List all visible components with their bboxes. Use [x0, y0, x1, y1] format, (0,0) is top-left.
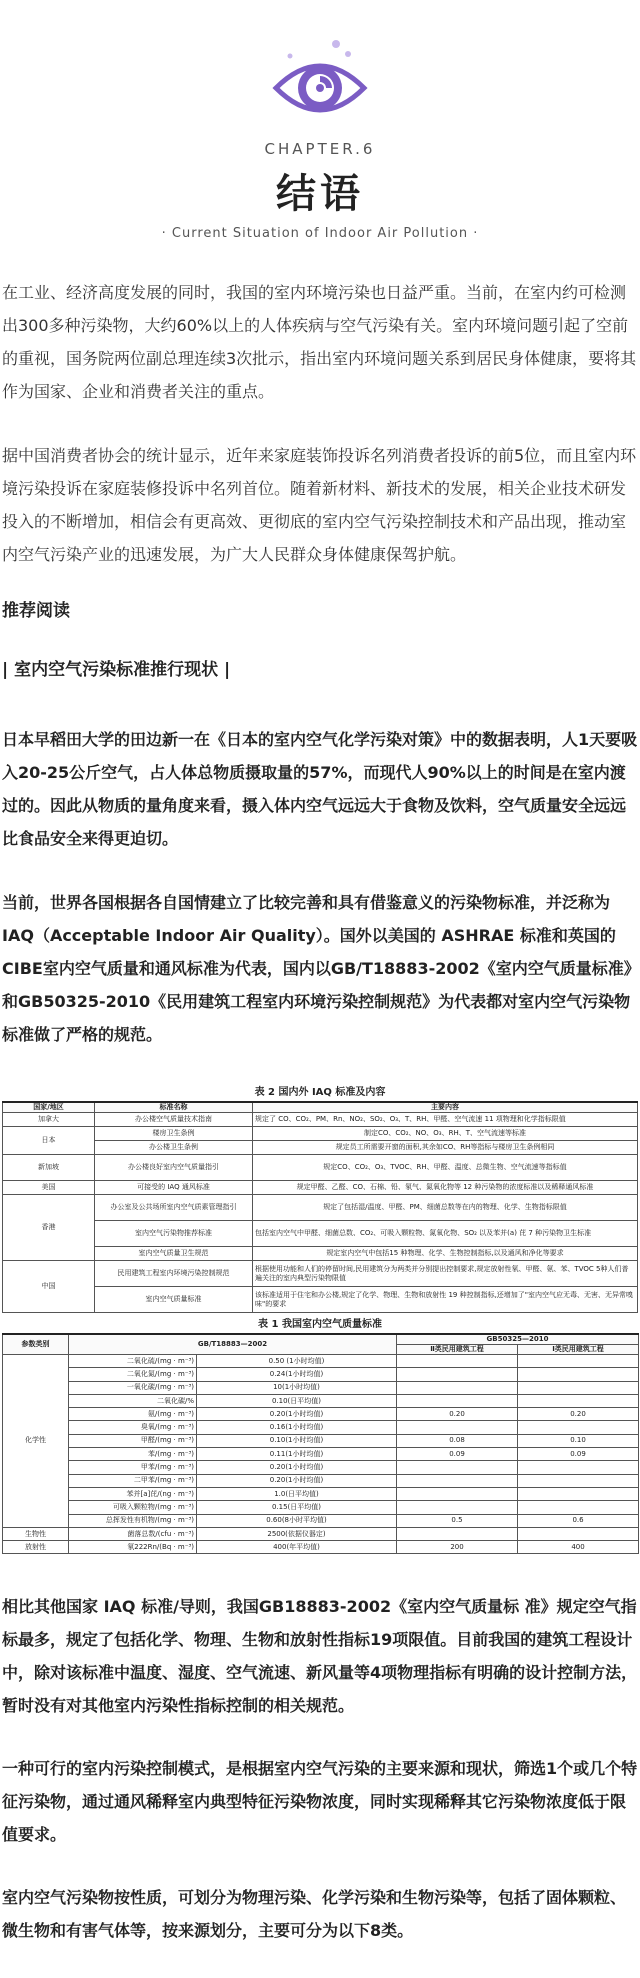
paragraph-1: 在工业、经济高度发展的同时，我国的室内环境污染也日益严重。当前，在室内约可检测出300多种污染物，大约60%以上的人体疾病与空气污染有关。室内环境问题引起了空前的重视，国务院两位副总理连续3次批示，指出室内环境问题关系到居民身体健康，要将其作为国家、企业和消费者关注的重点。	[2, 283, 637, 401]
table-cell	[397, 1461, 518, 1474]
table-cell	[397, 1368, 518, 1381]
standards-tables	[0, 1083, 640, 1554]
table-cell: 0.10	[518, 1434, 639, 1447]
table-row	[3, 1408, 639, 1421]
table-cell	[518, 1368, 639, 1381]
article-paragraph-4: 一种可行的室内污染控制模式，是根据室内空气污染的主要来源和现状，筛选1个或几个特征污染物，通过通风稀释室内典型特征污染物浓度，同时实现稀释其它污染物浓度低于限值要求。	[2, 1759, 638, 1845]
china-iaq-table	[2, 1333, 639, 1554]
table-row	[3, 1195, 638, 1221]
table-header-row	[3, 1334, 639, 1345]
table-cell: 规定了 CO、CO₂、PM、Rn、NO₂、SO₂、O₃、T、RH、甲醛、空气流速 11 项物理和化学指标限值	[253, 1113, 638, 1127]
table-cell: 办公楼卫生条例	[95, 1141, 253, 1155]
table-cell	[518, 1381, 639, 1394]
table2-caption: 表 2 国内外 IAQ 标准及内容	[254, 1087, 386, 1098]
table-cell: 苯/(mg · m⁻³)	[69, 1448, 197, 1461]
table-cell: 0.50 (1小时均值)	[197, 1355, 397, 1368]
table-cell: 甲苯/(mg · m⁻³)	[69, 1461, 197, 1474]
table-cell	[518, 1474, 639, 1487]
table-cell	[518, 1421, 639, 1434]
table-cell: 0.10(1小时均值)	[197, 1434, 397, 1447]
table-row	[3, 1487, 639, 1500]
table-cell: 0.5	[397, 1514, 518, 1527]
table-cell: 新加坡	[3, 1155, 95, 1181]
table-cell	[397, 1501, 518, 1514]
table-cell	[397, 1394, 518, 1407]
table-cell: 400(年平均值)	[197, 1541, 397, 1554]
table-row	[3, 1287, 638, 1313]
table-cell	[518, 1355, 639, 1368]
table-cell: 0.11(1小时均值)	[197, 1448, 397, 1461]
table-cell: 二甲苯/(mg · m⁻³)	[69, 1474, 197, 1487]
table-cell	[518, 1461, 639, 1474]
table-cell: 苯并[a]芘/(ng · m⁻³)	[69, 1487, 197, 1500]
table-cell: 菌落总数/(cfu · m⁻³)	[69, 1527, 197, 1540]
table-cell: 包括室内空气中甲醛、细菌总数、CO₂、可吸入颗粒物、氮氧化物、SO₂ 以及苯并(a) 芘 7 种污染物卫生标准	[253, 1221, 638, 1247]
table-row	[3, 1127, 638, 1141]
chapter-label: CHAPTER.6	[264, 140, 376, 158]
table-row	[3, 1394, 639, 1407]
table-row	[3, 1461, 639, 1474]
table-row	[3, 1448, 639, 1461]
table-cell: 0.20(1小时均值)	[197, 1408, 397, 1421]
table-cell: 甲醛/(mg · m⁻³)	[69, 1434, 197, 1447]
table-cell: 0.20	[518, 1408, 639, 1421]
table-cell: 加拿大	[3, 1113, 95, 1127]
table-cell: 0.6	[518, 1514, 639, 1527]
table-cell: 0.08	[397, 1434, 518, 1447]
page-title: 结语	[276, 171, 364, 217]
table-cell: 400	[518, 1541, 639, 1554]
table-cell: 中国	[3, 1261, 95, 1313]
table-cell: 美国	[3, 1181, 95, 1195]
table-header: Ⅱ类民用建筑工程	[397, 1345, 518, 1355]
article-paragraph-2: 当前，世界各国根据各自国情建立了比较完善和具有借鉴意义的污染物标准，并泛称为IAQ（Acceptable Indoor Air Quality）。国外以美国的 ASHRAE 标准和英国的CIBE室内空气质量和通风标准为代表，国内以GB/T18883-2002《室内空气质量标准》和GB50325-2010《民用建筑工程室内环境污染控制规范》为代表都对室内空气污染物标准做了严格的规范。	[2, 893, 632, 1044]
table-row	[3, 1113, 638, 1127]
table-header-row	[3, 1102, 638, 1113]
table-cell: 10(1小时均值)	[197, 1381, 397, 1394]
article-paragraph-5: 室内空气污染物按性质，可划分为物理污染、化学污染和生物污染等，包括了固体颗粒、微生物和有害气体等，按来源划分，主要可分为以下8类。	[2, 1888, 627, 1941]
table-cell: 二氧化氮/(mg · m⁻³)	[69, 1368, 197, 1381]
table-cell: 香港	[3, 1195, 95, 1261]
table-cell: 根据使用功能和人们的停留时间,民用建筑分为两类并分别提出控制要求,规定放射性氡、甲醛、氨、苯、TVOC 5种人们普遍关注的室内典型污染物限值	[253, 1261, 638, 1287]
article-paragraph-3: 相比其他国家 IAQ 标准/导则，我国GB18883-2002《室内空气质量标 准》规定空气指标最多，规定了包括化学、物理、生物和放射性指标19项限值。目前我国的建筑工程设计中，除对该标准中温度、湿度、空气流速、新风量等4项物理指标有明确的设计控制方法，暂时没有对其他室内污染性指标控制的相关规范。	[2, 1597, 638, 1716]
table-cell: 规定CO、CO₂、O₃、TVOC、RH、甲醛、温度、总微生物、空气流速等指标值	[253, 1155, 638, 1181]
table-cell: 0.16(1小时均值)	[197, 1421, 397, 1434]
table1-caption: 表 1 我国室内空气质量标准	[258, 1319, 382, 1330]
table-row	[3, 1514, 639, 1527]
section-heading: | 室内空气污染标准推行现状 |	[2, 660, 231, 680]
table-header: Ⅰ类民用建筑工程	[518, 1345, 639, 1355]
table-cell: 放射性	[3, 1541, 69, 1554]
table-row	[3, 1221, 638, 1247]
table-cell: 0.09	[518, 1448, 639, 1461]
table-cell: 民用建筑工程室内环境污染控制规范	[95, 1261, 253, 1287]
table-cell: 氡222Rn/(Bq · m⁻³)	[69, 1541, 197, 1554]
table-cell: 办公楼空气质量技术指南	[95, 1113, 253, 1127]
table-cell: 氨/(mg · m⁻³)	[69, 1408, 197, 1421]
table-cell	[518, 1501, 639, 1514]
table-cell: 规定员工所需要开窗的面积,其余如CO、RH等指标与楼房卫生条例相同	[253, 1141, 638, 1155]
article-paragraph-1: 日本早稻田大学的田边新一在《日本的室内空气化学污染对策》中的数据表明，人1天要吸入20-25公斤空气，占人体总物质摄取量的57%，而现代人90%以上的时间是在室内渡过的。因此从物质的量角度来看，摄入体内空气远远大于食物及饮料，空气质量安全远远比食品安全来得更迫切。	[2, 730, 638, 848]
table-cell	[397, 1487, 518, 1500]
table-cell	[397, 1527, 518, 1540]
table-row	[3, 1368, 639, 1381]
table-cell	[518, 1527, 639, 1540]
table-row	[3, 1434, 639, 1447]
table-cell: 0.60(8小时平均值)	[197, 1514, 397, 1527]
table-cell: 0.09	[397, 1448, 518, 1461]
table-cell: 0.20(1小时均值)	[197, 1461, 397, 1474]
table-header: 国家/地区	[3, 1102, 95, 1113]
paragraph-2: 据中国消费者协会的统计显示，近年来家庭装饰投诉名列消费者投诉的前5位，而且室内环境污染投诉在家庭装修投诉中名列首位。随着新材料、新技术的发展，相关企业技术研发投入的不断增加，相信会有更高效、更彻底的室内空气污染控制技术和产品出现，推动室内空气污染产业的迅速发展，为广大人民群众身体健康保驾护航。	[2, 446, 637, 564]
table-cell: 规定了包括湿/温度、甲醛、PM、细菌总数等在内的物理、化学、生物指标限值	[253, 1195, 638, 1221]
table-row	[3, 1181, 638, 1195]
table-cell: 办公楼良好室内空气质量指引	[95, 1155, 253, 1181]
table-cell: 办公室及公共场所室内空气质素管理指引	[95, 1195, 253, 1221]
table-cell: 二氧化碳/%	[69, 1394, 197, 1407]
table-cell: 室内空气污染物推荐标准	[95, 1221, 253, 1247]
table-cell: 臭氧/(mg · m⁻³)	[69, 1421, 197, 1434]
table-cell	[397, 1355, 518, 1368]
table-row	[3, 1527, 639, 1540]
table-header: 标准名称	[95, 1102, 253, 1113]
page-subtitle: · Current Situation of Indoor Air Pollution ·	[161, 226, 479, 241]
table-row	[3, 1247, 638, 1261]
table-header: GB/T18883—2002	[69, 1334, 397, 1355]
table-header: 主要内容	[253, 1102, 638, 1113]
table-row	[3, 1155, 638, 1181]
table-cell: 规定室内空气中包括15 种物理、化学、生物控制指标,以及通风和净化等要求	[253, 1247, 638, 1261]
table-cell: 该标准适用于住宅和办公楼,规定了化学、物理、生物和放射性 19 种控制指标,还增加了"室内空气应无毒、无害、无异常嗅味"的要求	[253, 1287, 638, 1313]
table-cell: 1.0(日平均值)	[197, 1487, 397, 1500]
table-cell: 生物性	[3, 1527, 69, 1540]
table-row	[3, 1501, 639, 1514]
table-header: GB50325—2010	[397, 1334, 639, 1345]
table-cell: 室内空气质量标准	[95, 1287, 253, 1313]
table-cell: 可接受的 IAQ 通风标准	[95, 1181, 253, 1195]
table-row	[3, 1421, 639, 1434]
table-header: 参数类别	[3, 1334, 69, 1355]
table-cell	[397, 1474, 518, 1487]
recommend-heading: 推荐阅读	[2, 601, 70, 621]
table-cell: 0.20	[397, 1408, 518, 1421]
table-row	[3, 1541, 639, 1554]
table-cell: 0.10(日平均值)	[197, 1394, 397, 1407]
table-row	[3, 1381, 639, 1394]
chapter-header	[0, 0, 640, 262]
table-cell: 可吸入颗粒物/(mg · m⁻³)	[69, 1501, 197, 1514]
table-cell	[397, 1381, 518, 1394]
table-cell	[397, 1421, 518, 1434]
table-row	[3, 1261, 638, 1287]
table-cell	[518, 1487, 639, 1500]
table-cell: 规定甲醛、乙醛、CO、石棉、铅、氡气、氮氧化物等 12 种污染物的浓度标准以及稀释通风标准	[253, 1181, 638, 1195]
table-row	[3, 1474, 639, 1487]
table-row	[3, 1141, 638, 1155]
table-cell: 一氧化碳/(mg · m⁻³)	[69, 1381, 197, 1394]
table-cell: 室内空气质量卫生规范	[95, 1247, 253, 1261]
table-cell: 制定CO、CO₂、NO、O₃、RH、T、空气流速等标准	[253, 1127, 638, 1141]
table-cell: 0.15(日平均值)	[197, 1501, 397, 1514]
table-cell: 2500(依据仪器定)	[197, 1527, 397, 1540]
table-cell: 二氧化硫/(mg · m⁻³)	[69, 1355, 197, 1368]
table-cell: 化学性	[3, 1355, 69, 1528]
table-cell: 0.20(1小时均值)	[197, 1474, 397, 1487]
table-cell	[518, 1394, 639, 1407]
table-cell: 日本	[3, 1127, 95, 1155]
table-row	[3, 1355, 639, 1368]
eye-icon	[270, 30, 370, 130]
table-cell: 总挥发性有机物/(mg · m⁻³)	[69, 1514, 197, 1527]
table-cell: 200	[397, 1541, 518, 1554]
iaq-standards-table	[2, 1101, 638, 1313]
table-cell: 0.24(1小时均值)	[197, 1368, 397, 1381]
table-cell: 楼房卫生条例	[95, 1127, 253, 1141]
